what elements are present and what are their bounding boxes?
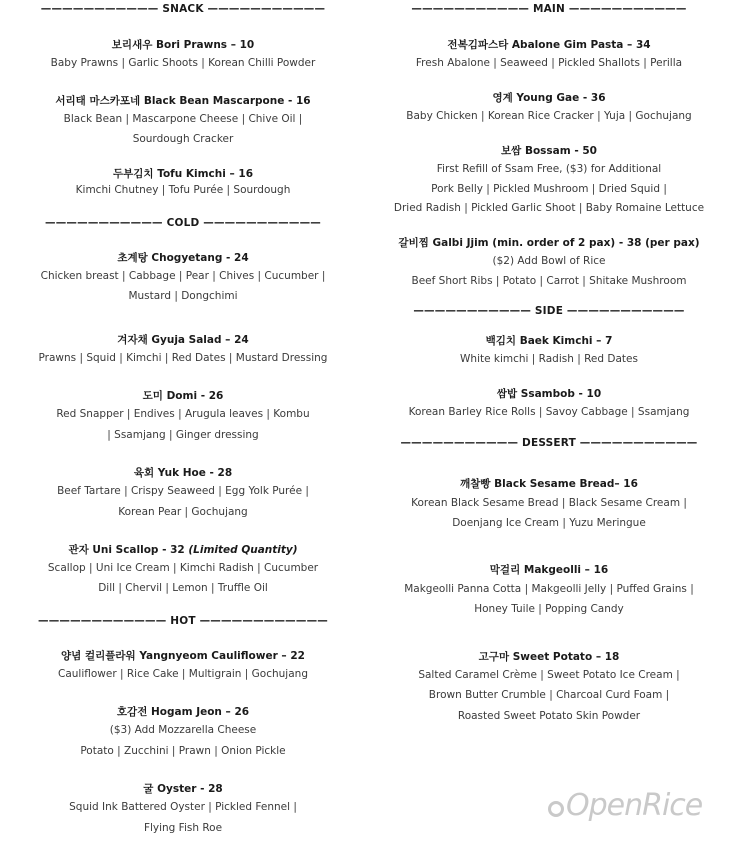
menu-item-description: Beef Tartare | Crispy Seaweed | Egg Yolk Purée | <box>57 485 309 497</box>
menu-item-description: White kimchi | Radish | Red Dates <box>460 353 638 365</box>
menu-item-description: Korean Barley Rice Rolls | Savoy Cabbage | Ssamjang <box>408 406 690 418</box>
menu-item-description: Red Snapper | Endives | Arugula leaves | Kombu <box>56 408 310 420</box>
menu-item-description: Black Bean | Mascarpone Cheese | Chive Oil | <box>63 113 303 125</box>
menu-item-title: 두부김치 Tofu Kimchi – 16 <box>112 168 254 180</box>
dessert-header: ——————————— DESSERT ——————————— <box>400 437 698 449</box>
menu-item-description: Dried Radish | Pickled Garlic Shoot | Baby Romaine Lettuce <box>393 202 705 214</box>
menu-item-description: Flying Fish Roe <box>143 822 223 834</box>
main-header: ——————————— MAIN ——————————— <box>411 3 687 15</box>
menu-item-title: 육회 Yuk Hoe - 28 <box>133 467 233 479</box>
menu-item-description: Baby Prawns | Garlic Shoots | Korean Chilli Powder <box>50 57 316 69</box>
menu-item-description: ($2) Add Bowl of Rice <box>492 255 606 267</box>
menu-item-description: Sourdough Cracker <box>132 133 234 145</box>
menu-item-description: Squid Ink Battered Oyster | Pickled Fennel | <box>69 801 297 813</box>
menu-item-title: 초계탕 Chogyetang - 24 <box>117 252 249 264</box>
menu-item-description: ($3) Add Mozzarella Cheese <box>109 724 257 736</box>
menu-item-description: Fresh Abalone | Seaweed | Pickled Shallots | Perilla <box>415 57 683 69</box>
menu-item-title: 도미 Domi - 26 <box>142 390 224 402</box>
limited-quantity-note: (Limited Quantity) <box>188 544 298 556</box>
menu-item-description: Brown Butter Crumble | Charcoal Curd Foam | <box>428 689 670 701</box>
menu-item-description: Prawns | Squid | Kimchi | Red Dates | Mustard Dressing <box>38 352 328 364</box>
menu-item-description: Roasted Sweet Potato Skin Powder <box>457 710 641 722</box>
menu-item-title-text: 관자 Uni Scallop - 32 <box>68 544 185 556</box>
menu-item-title: 보쌈 Bossam - 50 <box>501 145 597 157</box>
menu-item-title: 영계 Young Gae - 36 <box>492 92 606 104</box>
side-header: ——————————— SIDE ——————————— <box>413 305 685 317</box>
menu-item-title: 깨찰빵 Black Sesame Bread– 16 <box>460 478 638 490</box>
menu-item-title: 호감전 Hogam Jeon – 26 <box>116 706 250 718</box>
menu-item-title: 쌈밥 Ssambob - 10 <box>496 388 602 400</box>
menu-item-description: Potato | Zucchini | Prawn | Onion Pickle <box>80 745 286 757</box>
menu-item-title: 겨자채 Gyuja Salad – 24 <box>117 334 249 346</box>
menu-item-title: 막걸리 Makgeolli – 16 <box>489 564 609 576</box>
menu-item-description: Pork Belly | Pickled Mushroom | Dried Squid | <box>431 183 667 195</box>
menu-item-title: 백김치 Baek Kimchi – 7 <box>485 335 613 347</box>
snack-header: ——————————— SNACK ——————————— <box>40 3 326 15</box>
menu-item-description: Beef Short Ribs | Potato | Carrot | Shitake Mushroom <box>411 275 687 287</box>
menu-item-title: 고구마 Sweet Potato – 18 <box>478 651 620 663</box>
menu-item-description: Korean Black Sesame Bread | Black Sesame Cream | <box>411 497 687 509</box>
menu-item-description: Chicken breast | Cabbage | Pear | Chives | Cucumber | <box>40 270 326 282</box>
watermark-text: OpenRice <box>566 788 703 823</box>
menu-item-description: Scallop | Uni Ice Cream | Kimchi Radish | Cucumber <box>47 562 319 574</box>
menu-item-description: Salted Caramel Crème | Sweet Potato Ice Cream | <box>418 669 680 681</box>
menu-item-description: Dill | Chervil | Lemon | Truffle Oil <box>98 582 268 594</box>
menu-item-title <box>0 542 366 557</box>
openrice-watermark <box>548 788 702 823</box>
watermark-logo-icon <box>548 801 564 817</box>
menu-item-title: 갈비찜 Galbi Jjim (min. order of 2 pax) - 38 (per pax) <box>398 237 700 249</box>
menu-item-description: Mustard | Dongchimi <box>128 290 238 302</box>
menu-item-description: Doenjang Ice Cream | Yuzu Meringue <box>452 517 646 529</box>
menu-item-title: 전복김파스타 Abalone Gim Pasta – 34 <box>447 39 651 51</box>
menu-item-title: 굴 Oyster - 28 <box>143 783 223 795</box>
menu-item-description: | Ssamjang | Ginger dressing <box>107 429 259 441</box>
cold-header: ——————————— COLD ——————————— <box>45 217 321 229</box>
menu-item-description: Makgeolli Panna Cotta | Makgeolli Jelly | Puffed Grains | <box>404 583 694 595</box>
hot-header: ———————————— HOT ———————————— <box>38 615 328 627</box>
menu-item-description: Korean Pear | Gochujang <box>118 506 248 518</box>
menu-item-title: 양념 컬리플라워 Yangnyeom Cauliflower – 22 <box>61 650 305 662</box>
menu-item-description: Cauliflower | Rice Cake | Multigrain | Gochujang <box>58 668 308 680</box>
menu-item-description: Honey Tuile | Popping Candy <box>474 603 624 615</box>
menu-item-title: 서리태 마스카포네 Black Bean Mascarpone - 16 <box>55 95 311 107</box>
menu-item-description: First Refill of Ssam Free, ($3) for Additional <box>436 163 662 175</box>
menu-item-description: Baby Chicken | Korean Rice Cracker | Yuja | Gochujang <box>406 110 692 122</box>
menu-item-description: Kimchi Chutney | Tofu Purée | Sourdough <box>75 184 291 196</box>
menu-item-title: 보리새우 Bori Prawns – 10 <box>111 39 255 51</box>
